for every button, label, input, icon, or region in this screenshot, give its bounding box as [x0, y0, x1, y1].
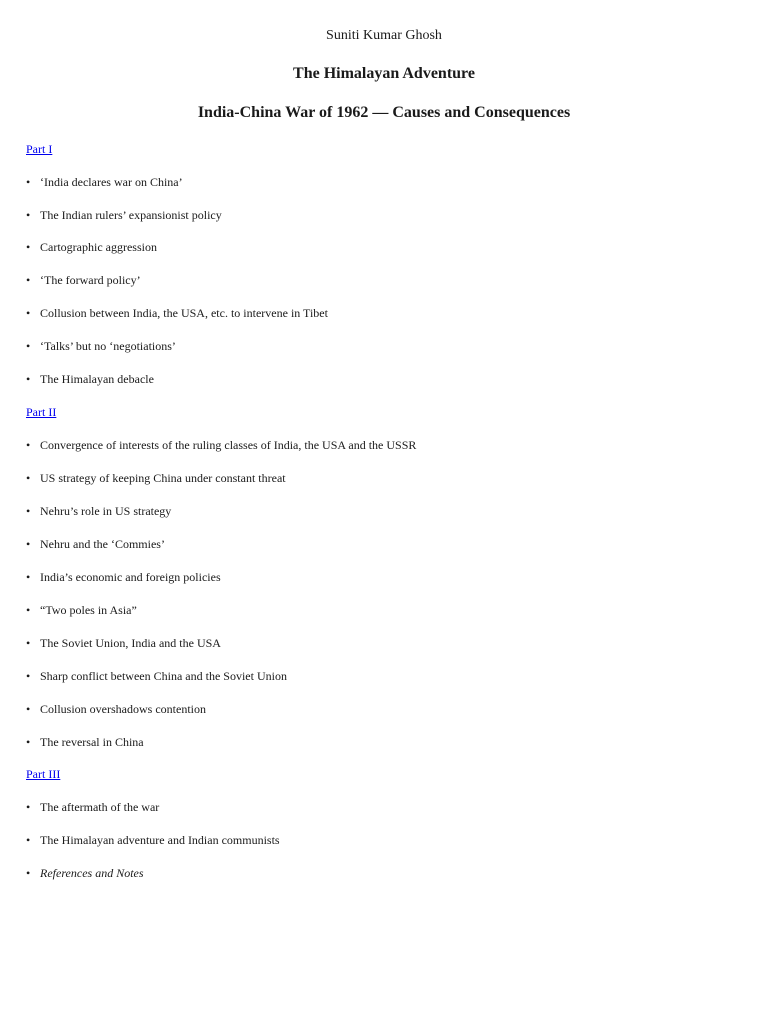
list-item	[26, 503, 171, 519]
list-item	[26, 865, 144, 881]
bullet-icon: •	[26, 800, 31, 814]
list-item	[26, 536, 165, 552]
bullet-icon: •	[26, 603, 31, 617]
bullet-icon: •	[26, 735, 31, 749]
list-item-text: ‘The forward policy’	[40, 273, 141, 287]
bullet-icon: •	[26, 208, 31, 222]
list-item	[26, 371, 154, 387]
part-2-link[interactable]: Part II	[26, 405, 57, 419]
list-item	[26, 239, 157, 255]
list-item-text: US strategy of keeping China under constant threat	[40, 471, 286, 485]
list-item-text: Convergence of interests of the ruling classes of India, the USA and the USSR	[40, 438, 417, 452]
document-title: The Himalayan Adventure	[293, 65, 475, 82]
bullet-icon: •	[26, 240, 31, 254]
list-item-text: The Indian rulers’ expansionist policy	[40, 208, 222, 222]
list-item-text: India’s economic and foreign policies	[40, 570, 221, 584]
list-item-text: The Soviet Union, India and the USA	[40, 636, 221, 650]
list-item	[26, 174, 183, 190]
bullet-icon: •	[26, 866, 31, 880]
bullet-icon: •	[26, 570, 31, 584]
bullet-icon: •	[26, 537, 31, 551]
list-item	[26, 207, 222, 223]
list-item	[26, 635, 221, 651]
list-item-text: The aftermath of the war	[40, 800, 160, 814]
list-item-text: Collusion overshadows contention	[40, 702, 206, 716]
part-1-heading	[26, 141, 52, 157]
list-item	[26, 734, 144, 750]
bullet-icon: •	[26, 471, 31, 485]
list-item	[26, 668, 287, 684]
list-item-text: The reversal in China	[40, 735, 144, 749]
list-item-text: The Himalayan adventure and Indian communists	[40, 833, 280, 847]
part-1-link[interactable]: Part I	[26, 142, 53, 156]
bullet-icon: •	[26, 273, 31, 287]
list-item	[26, 701, 206, 717]
part-3-link[interactable]: Part III	[26, 767, 61, 781]
list-item	[26, 799, 159, 815]
list-item-text: ‘India declares war on China’	[40, 175, 183, 189]
list-item	[26, 569, 221, 585]
list-item	[26, 338, 176, 354]
list-item-text: ‘Talks’ but no ‘negotiations’	[40, 339, 176, 353]
list-item	[26, 272, 141, 288]
list-item-text: Cartographic aggression	[40, 240, 157, 254]
bullet-icon: •	[26, 636, 31, 650]
list-item	[26, 602, 137, 618]
bullet-icon: •	[26, 175, 31, 189]
list-item	[26, 437, 416, 453]
list-item-text: Nehru’s role in US strategy	[40, 504, 172, 518]
document-subtitle: India-China War of 1962 — Causes and Consequences	[197, 104, 571, 121]
list-item-text: Sharp conflict between China and the Soviet Union	[40, 669, 287, 683]
part-2-heading	[26, 404, 56, 420]
list-item-text: References and Notes	[40, 866, 144, 880]
bullet-icon: •	[26, 669, 31, 683]
list-item	[26, 470, 286, 486]
part-3-heading	[26, 766, 60, 782]
list-item	[26, 832, 280, 848]
bullet-icon: •	[26, 702, 31, 716]
bullet-icon: •	[26, 339, 31, 353]
bullet-icon: •	[26, 372, 31, 386]
list-item-text: Collusion between India, the USA, etc. to intervene in Tibet	[40, 306, 328, 320]
list-item	[26, 305, 328, 321]
list-item-text: Nehru and the ‘Commies’	[40, 537, 165, 551]
list-item-text: The Himalayan debacle	[40, 372, 154, 386]
author-name: Suniti Kumar Ghosh	[326, 28, 442, 43]
bullet-icon: •	[26, 438, 31, 452]
bullet-icon: •	[26, 504, 31, 518]
bullet-icon: •	[26, 833, 31, 847]
bullet-icon: •	[26, 306, 31, 320]
list-item-text: “Two poles in Asia”	[40, 603, 137, 617]
